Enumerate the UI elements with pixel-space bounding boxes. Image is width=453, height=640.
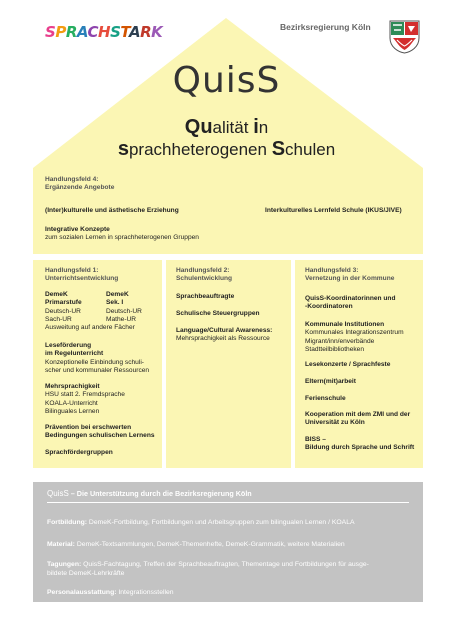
field-3-item: QuisS-Koordinatorinnen und -Koordinatoren bbox=[305, 295, 396, 311]
field-1-panel bbox=[33, 260, 162, 468]
field-4-item: (Inter)kulturelle und ästhetische Erziehung bbox=[45, 207, 179, 214]
field-2-panel bbox=[166, 260, 291, 468]
field-3-item: Kommunale Institutionen Kommunales Integrationszentrum Migrant/inn/enverbände Stadtteilbibliotheken bbox=[305, 321, 404, 354]
field-3-item: Eltern(mit)arbeit bbox=[305, 378, 356, 385]
field-1-item: Leseförderung im Regelunterricht Konzeptionelle Einbindung schuli- scher und kommunaler Ressourcen bbox=[45, 342, 150, 375]
field-2-item: Language/Cultural Awareness: Mehrsprachigkeit als Ressource bbox=[176, 327, 273, 343]
field-4-item: Interkulturelles Lernfeld Schule (IKUS/JIVE) bbox=[265, 207, 402, 214]
field-2-item: Sprachbeauftragte bbox=[176, 293, 235, 300]
demek-primar: DemeK Primarstufe Deutsch-UR Sach-UR bbox=[45, 291, 82, 324]
field-1-item: Prävention bei erschwerten Bedingungen schulischen Lernens bbox=[45, 424, 155, 440]
support-panel bbox=[33, 482, 423, 602]
page-title: QuisS bbox=[172, 60, 281, 101]
field-4-item: Integrative Konzepte zum sozialen Lernen in sprachheterogenen Gruppen bbox=[45, 226, 199, 242]
support-row: Fortbildung: DemeK-Fortbildung, Fortbildungen und Arbeitsgruppen zum bilingualen Lernen / KOALA bbox=[47, 519, 355, 526]
field-3-item: Kooperation mit dem ZMI und der Universität zu Köln bbox=[305, 411, 411, 427]
field-3-item: Lesekonzerte / Sprachfeste bbox=[305, 361, 391, 368]
field-2-item: Schulische Steuergruppen bbox=[176, 310, 260, 317]
field-3-item: BISS – Bildung durch Sprache und Schrift bbox=[305, 436, 415, 452]
demek-sek: DemeK Sek. I Deutsch-UR Mathe-UR bbox=[106, 291, 142, 324]
field-1-heading: Handlungsfeld 1: Unterrichtsentwicklung bbox=[45, 267, 119, 283]
support-row: Material: DemeK-Textsammlungen, DemeK-Themenhefte, DemeK-Grammatik, weitere Materialien bbox=[47, 541, 345, 548]
field-3-panel bbox=[295, 260, 423, 468]
field-4-panel bbox=[33, 168, 423, 254]
support-heading: QuisS – Die Unterstützung durch die Bezirksregierung Köln bbox=[47, 489, 252, 498]
org-name: Bezirksregierung Köln bbox=[280, 22, 371, 32]
support-row: Personalausstattung: Integrationsstellen bbox=[47, 589, 174, 596]
field-3-heading: Handlungsfeld 3: Vernetzung in der Kommune bbox=[305, 267, 395, 283]
support-row: Tagungen: QuisS-Fachtagung, Treffen der Sprachbeauftragten, Thementage und Fortbildungen für ausge- bildete DemeK-Lehrkräfte bbox=[47, 561, 369, 577]
field-1-item: Ausweitung auf andere Fächer bbox=[45, 324, 135, 331]
field-1-item: Mehrsprachigkeit HSU statt 2. Fremdsprache KOALA-Unterricht Bilinguales Lernen bbox=[45, 383, 125, 416]
sprachstark-logo: SPRACHSTARK bbox=[45, 23, 163, 41]
field-1-item: Sprachfördergruppen bbox=[45, 449, 113, 456]
subtitle-line-1: Qualität in bbox=[184, 116, 269, 138]
divider bbox=[47, 502, 409, 503]
field-2-heading: Handlungsfeld 2: Schulentwicklung bbox=[176, 267, 233, 283]
nrw-crest-icon bbox=[389, 20, 420, 54]
field-3-item: Ferienschule bbox=[305, 395, 346, 402]
subtitle-line-2: sprachheterogenen Schulen bbox=[117, 138, 336, 160]
field-4-heading: Handlungsfeld 4: Ergänzende Angebote bbox=[45, 176, 115, 192]
